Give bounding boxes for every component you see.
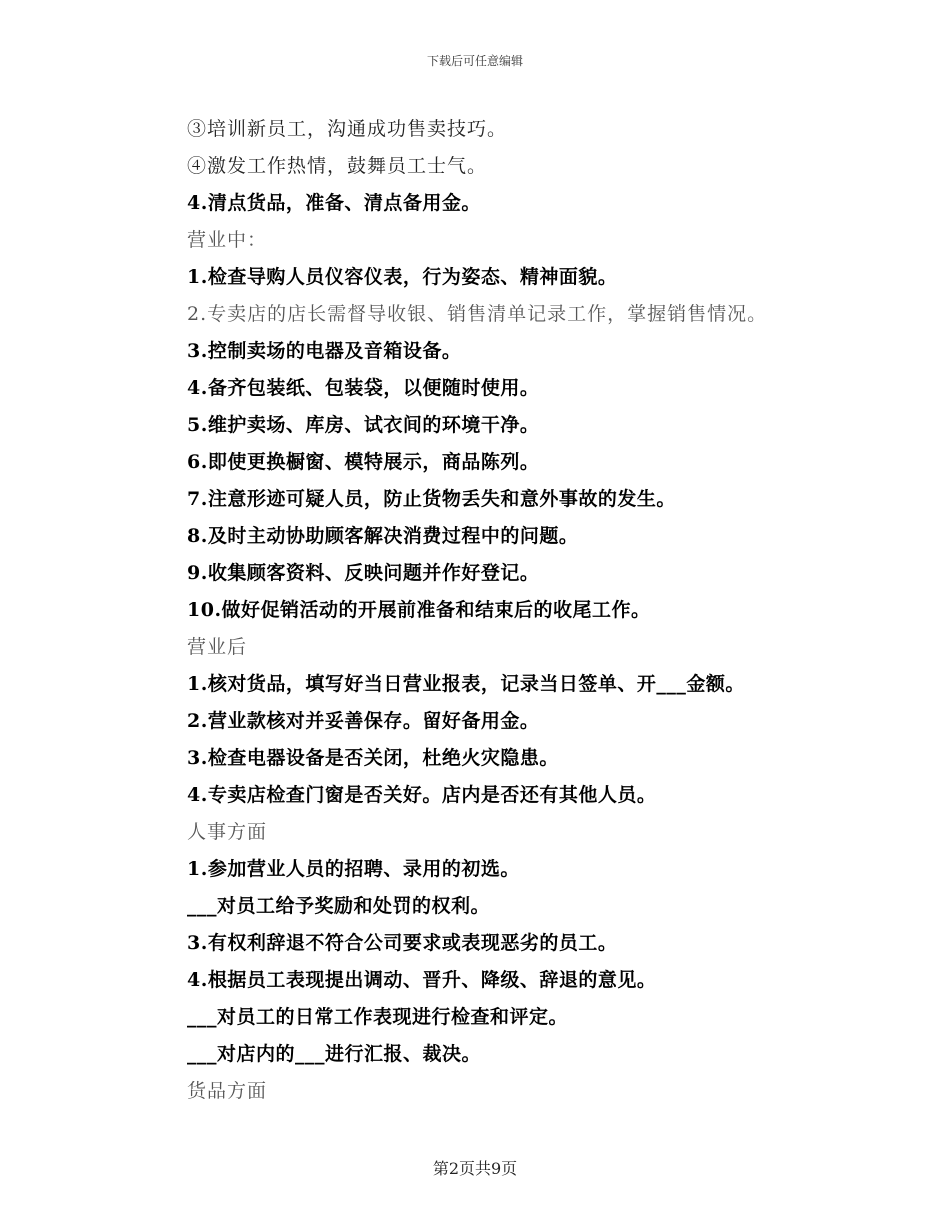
section-heading: 营业后 — [187, 636, 248, 658]
text-line: 2.专卖店的店长需督导收银、销售清单记录工作，掌握销售情况。 — [187, 303, 768, 325]
text-line: 1.核对货品，填写好当日营业报表，记录当日签单、开___金额。 — [187, 673, 745, 695]
text-line: ④激发工作热情，鼓舞员工士气。 — [187, 155, 488, 177]
text-line: ___对员工给予奖励和处罚的权利。 — [187, 895, 491, 917]
page-footer: 第2页共9页 — [432, 1159, 518, 1178]
text-line: 4.根据员工表现提出调动、晋升、降级、辞退的意见。 — [187, 969, 657, 991]
text-line: 4.清点货品，准备、清点备用金。 — [187, 192, 481, 214]
text-line: 3.控制卖场的电器及音箱设备。 — [187, 340, 462, 362]
section-heading: 人事方面 — [187, 821, 268, 843]
text-line: 6.即使更换橱窗、模特展示，商品陈列。 — [187, 451, 540, 473]
text-line: 9.收集顾客资料、反映问题并作好登记。 — [187, 562, 540, 584]
text-line: 3.有权利辞退不符合公司要求或表现恶劣的员工。 — [187, 932, 618, 954]
text-line: 1.检查导购人员仪容仪表，行为姿态、精神面貌。 — [187, 266, 618, 288]
text-line: 8.及时主动协助顾客解决消费过程中的问题。 — [187, 525, 579, 547]
section-heading: 货品方面 — [187, 1080, 268, 1102]
text-line: 7.注意形迹可疑人员，防止货物丢失和意外事故的发生。 — [187, 488, 676, 510]
text-line: ___对店内的___进行汇报、裁决。 — [187, 1043, 482, 1065]
text-line: 4.备齐包装纸、包装袋，以便随时使用。 — [187, 377, 540, 399]
text-line: 10.做好促销活动的开展前准备和结束后的收尾工作。 — [187, 599, 651, 621]
section-heading: 营业中： — [187, 229, 268, 251]
document-body — [187, 111, 867, 1110]
text-line: ③培训新员工，沟通成功售卖技巧。 — [187, 118, 508, 140]
text-line: ___对员工的日常工作表现进行检查和评定。 — [187, 1006, 569, 1028]
text-line: 5.维护卖场、库房、试衣间的环境干净。 — [187, 414, 540, 436]
text-line: 4.专卖店检查门窗是否关好。店内是否还有其他人员。 — [187, 784, 657, 806]
page-header: 下载后可任意编辑 — [426, 54, 523, 68]
text-line: 2.营业款核对并妥善保存。留好备用金。 — [187, 710, 540, 732]
text-line: 1.参加营业人员的招聘、录用的初选。 — [187, 858, 520, 880]
text-line: 3.检查电器设备是否关闭，杜绝火灾隐患。 — [187, 747, 559, 769]
